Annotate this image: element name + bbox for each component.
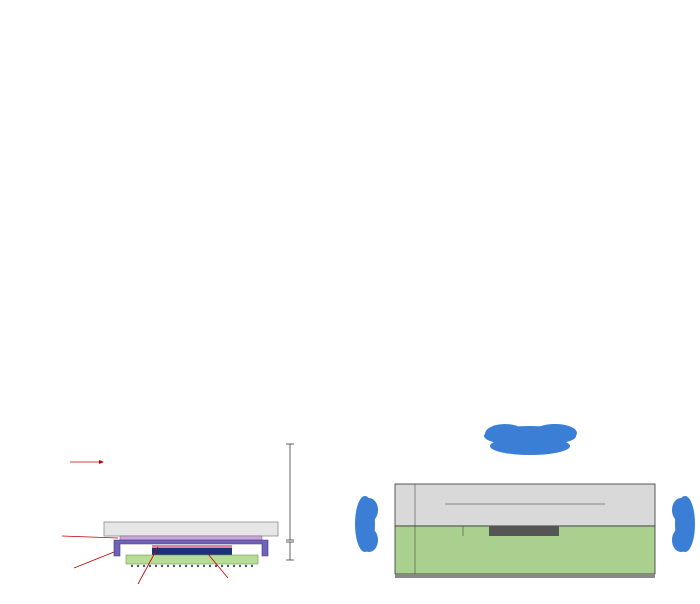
list-item xyxy=(114,338,650,358)
figure-1a-packaging xyxy=(28,424,358,602)
lid-pointer xyxy=(74,552,114,568)
solder-balls xyxy=(131,565,253,567)
tim2-layer xyxy=(120,536,262,540)
substrate xyxy=(126,555,258,564)
chip-block xyxy=(489,526,559,536)
parameter-study xyxy=(90,297,650,378)
heat-sink-arrowhead xyxy=(99,460,104,464)
cloud-left-icon xyxy=(355,496,378,552)
study-list xyxy=(114,297,650,378)
cloud-right-icon xyxy=(672,496,695,552)
heat-spreader xyxy=(395,484,655,526)
list-item xyxy=(114,317,650,337)
cloud-top-icon xyxy=(484,424,577,455)
heat-sink-base xyxy=(104,522,278,536)
list-item xyxy=(114,358,650,378)
tim1-layer xyxy=(152,545,232,548)
heat-sink-fins xyxy=(110,444,270,528)
insulated-boundary xyxy=(395,574,655,578)
chip-die xyxy=(152,548,232,555)
list-item xyxy=(114,297,650,317)
figure-1b-model xyxy=(355,424,695,602)
